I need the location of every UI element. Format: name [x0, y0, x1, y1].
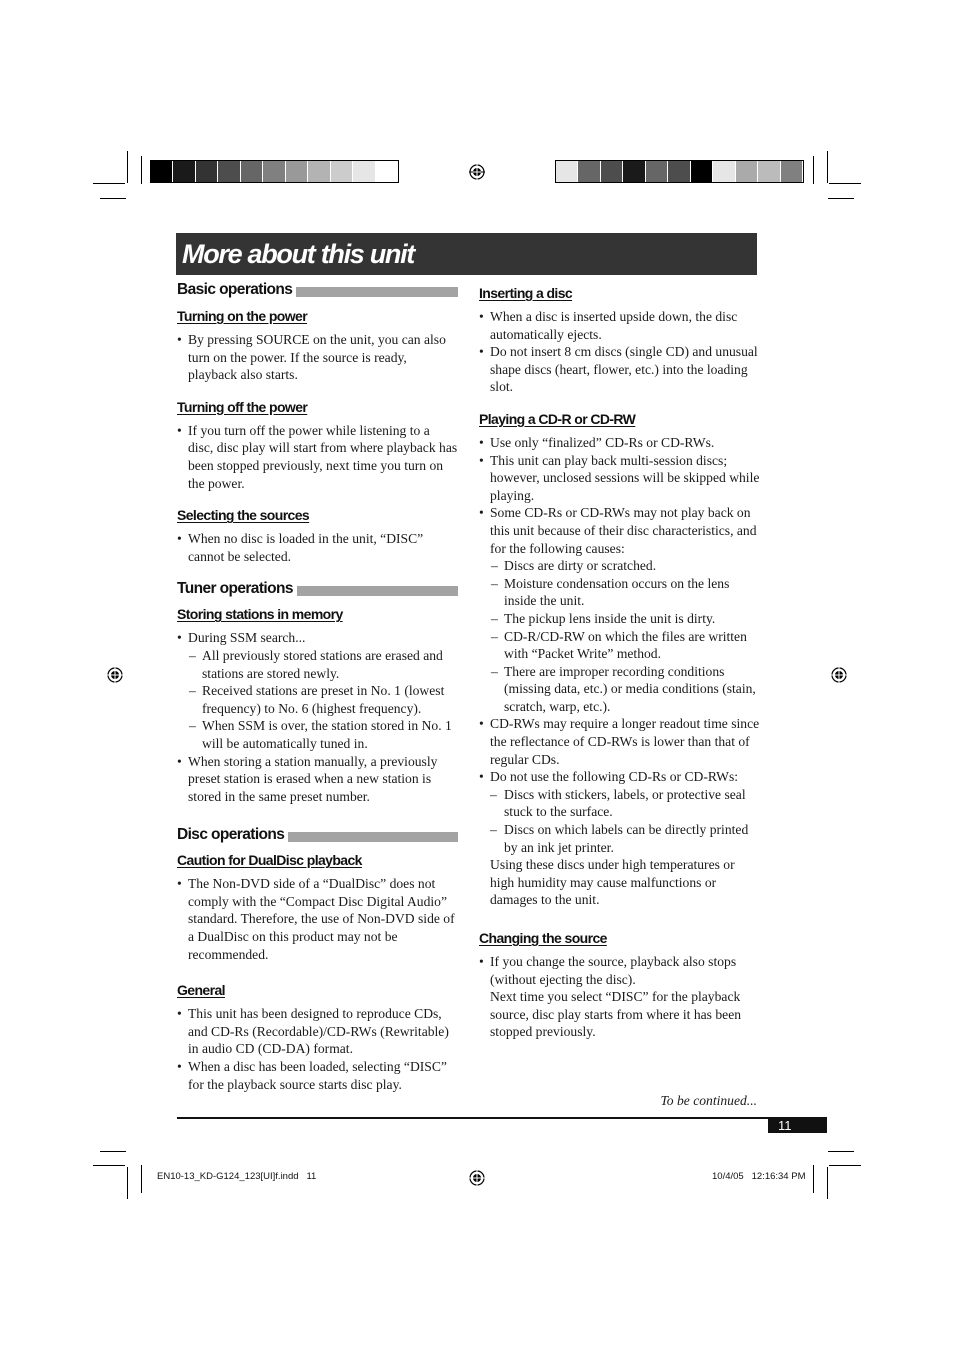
crop-mark: [100, 198, 126, 199]
caution-note: Using these discs under high temperatures or high humidity may cause malfunctions or damages to the unit.: [490, 857, 735, 908]
registration-mark-icon: [469, 1170, 485, 1186]
subheading-turning-off: Turning off the power: [177, 398, 308, 415]
list-subitem: – Discs on which labels can be directly printed by an ink jet printer.: [479, 821, 761, 856]
color-swatch: [578, 161, 600, 182]
color-swatch: [263, 161, 285, 182]
list-subitem: – The pickup lens inside the unit is dirty.: [479, 610, 761, 628]
bullet-list: [177, 422, 458, 492]
section-heading-text: Basic operations: [177, 281, 293, 298]
section-heading-disc-operations: [177, 825, 458, 845]
subheading-inserting-disc: Inserting a disc: [479, 285, 573, 301]
color-swatch: [668, 161, 690, 182]
color-swatch: [151, 161, 173, 182]
right-column: [479, 280, 761, 1041]
color-swatch: [556, 161, 578, 182]
color-swatch: [196, 161, 218, 182]
color-swatch: [308, 161, 330, 182]
list-subitem: – When SSM is over, the station stored in No. 1 will be automatically tuned in.: [177, 717, 458, 752]
crop-mark: [127, 1167, 128, 1199]
heading-rule: [288, 832, 458, 842]
title-banner: [176, 233, 757, 275]
page-title: More about this unit: [182, 239, 414, 269]
registration-mark-icon: [469, 164, 485, 180]
list-subitem: – There are improper recording conditions (missing data, etc.) or media conditions (stain, scratch, warp, etc.).: [479, 663, 761, 716]
registration-mark-icon: [831, 667, 847, 683]
color-swatch: [781, 161, 803, 182]
bullet-list: [479, 308, 761, 396]
bullet-list: [479, 434, 761, 856]
bullet-list: [177, 875, 458, 963]
list-subitem: – Discs are dirty or scratched.: [479, 557, 761, 575]
subheading-general: General: [177, 982, 225, 999]
color-swatch: [713, 161, 735, 182]
color-swatch: [758, 161, 780, 182]
crop-mark: [141, 1165, 142, 1193]
left-column: [177, 280, 458, 1093]
list-subitem: – Moisture condensation occurs on the lens inside the unit.: [479, 575, 761, 610]
subheading-playing-cdr: Playing a CD-R or CD-RW: [479, 410, 636, 427]
list-item: • Do not insert 8 cm discs (single CD) and unusual shape discs (heart, flower, etc.) into the loading slot.: [479, 343, 761, 396]
color-bar-left: [150, 160, 399, 183]
color-swatch: [331, 161, 353, 182]
color-swatch: [601, 161, 623, 182]
crop-mark: [828, 1151, 854, 1152]
continued-note: To be continued...: [660, 1093, 757, 1108]
color-swatch: [173, 161, 195, 182]
list-item: • Use only “finalized” CD-Rs or CD-RWs.: [479, 434, 761, 452]
crop-mark: [127, 151, 128, 183]
color-swatch: [218, 161, 240, 182]
page-number: 11: [768, 1118, 827, 1133]
registration-mark-icon: [107, 667, 123, 683]
heading-rule: [296, 287, 458, 297]
subheading-storing-stations: Storing stations in memory: [177, 606, 343, 623]
list-item: • The Non-DVD side of a “DualDisc” does not comply with the “Compact Disc Digital Audio” standard. Therefore, the use of Non-DVD side of a DualDisc on this product may not be recommended.: [177, 875, 458, 963]
heading-rule: [297, 586, 458, 596]
crop-mark: [813, 1165, 814, 1193]
bullet-list: [177, 629, 458, 805]
bullet-list: [177, 331, 458, 384]
list-item: • When a disc has been loaded, selecting “DISC” for the playback source starts disc play.: [177, 1058, 458, 1093]
list-item: • Do not use the following CD-Rs or CD-RWs:: [479, 768, 761, 786]
crop-mark: [813, 156, 814, 184]
color-swatch: [646, 161, 668, 182]
subheading-turning-on: Turning on the power: [177, 308, 308, 324]
list-item: • By pressing SOURCE on the unit, you can also turn on the power. If the source is ready, playback also starts.: [177, 331, 458, 384]
subheading-selecting-sources: Selecting the sources: [177, 507, 310, 524]
section-heading-text: Tuner operations: [177, 580, 293, 598]
color-bar-right: [555, 160, 804, 183]
crop-mark: [829, 183, 861, 184]
list-item: • If you turn off the power while listening to a disc, disc play will start from where playback has been stopped previously, next time you turn on the power.: [177, 422, 458, 492]
color-swatch: [241, 161, 263, 182]
list-subitem: – Received stations are preset in No. 1 (lowest frequency) to No. 6 (highest frequency).: [177, 682, 458, 717]
list-item: • When no disc is loaded in the unit, “DISC” cannot be selected.: [177, 530, 458, 565]
list-item: • Some CD-Rs or CD-RWs may not play back on this unit because of their disc characteristics, and for the following causes:: [479, 504, 761, 557]
file-slug: EN10-13_KD-G124_123[UI]f.indd 11: [157, 1171, 317, 1182]
list-subitem: – CD-R/CD-RW on which the files are written with “Packet Write” method.: [479, 628, 761, 663]
list-subitem: – All previously stored stations are erased and stations are stored newly.: [177, 647, 458, 682]
crop-mark: [93, 183, 125, 184]
footer-rule: [177, 1117, 827, 1119]
color-swatch: [736, 161, 758, 182]
list-item: • If you change the source, playback also stops (without ejecting the disc).: [479, 953, 761, 988]
bullet-list: [177, 530, 458, 565]
list-item-continuation: Next time you select “DISC” for the playback source, disc play starts from where it has been stopped previously.: [490, 989, 742, 1040]
list-item: • This unit has been designed to reproduce CDs, and CD-Rs (Recordable)/CD-RWs (Rewritable) in audio CD (CD-DA) format.: [177, 1005, 458, 1058]
crop-mark: [93, 1165, 125, 1166]
crop-mark: [827, 1167, 828, 1199]
bullet-list: [177, 1005, 458, 1093]
section-heading-tuner-operations: [177, 579, 458, 599]
list-subitem: – Discs with stickers, labels, or protective seal stuck to the surface.: [479, 786, 761, 821]
list-item: • This unit can play back multi-session discs; however, unclosed sessions will be skipped while playing.: [479, 452, 761, 505]
crop-mark: [100, 1151, 126, 1152]
color-swatch: [353, 161, 375, 182]
list-item: • When storing a station manually, a previously preset station is erased when a new station is stored in the same preset number.: [177, 753, 458, 806]
bullet-list: [479, 953, 761, 988]
list-item: • When a disc is inserted upside down, the disc automatically ejects.: [479, 308, 761, 343]
subheading-changing-source: Changing the source: [479, 930, 607, 946]
section-heading-text: Disc operations: [177, 826, 285, 844]
color-swatch: [286, 161, 308, 182]
crop-mark: [827, 151, 828, 183]
list-item: • During SSM search...: [177, 629, 458, 647]
list-item: • CD-RWs may require a longer readout time since the reflectance of CD-RWs is lower than that of regular CDs.: [479, 715, 761, 768]
color-swatch: [376, 161, 398, 182]
crop-mark: [828, 198, 854, 199]
date-slug: 10/4/05 12:16:34 PM: [712, 1171, 806, 1182]
crop-mark: [829, 1165, 861, 1166]
section-heading-basic-operations: [177, 280, 458, 300]
color-swatch: [623, 161, 645, 182]
crop-mark: [141, 156, 142, 184]
color-swatch: [691, 161, 713, 182]
subheading-dualdisc-caution: Caution for DualDisc playback: [177, 852, 362, 869]
